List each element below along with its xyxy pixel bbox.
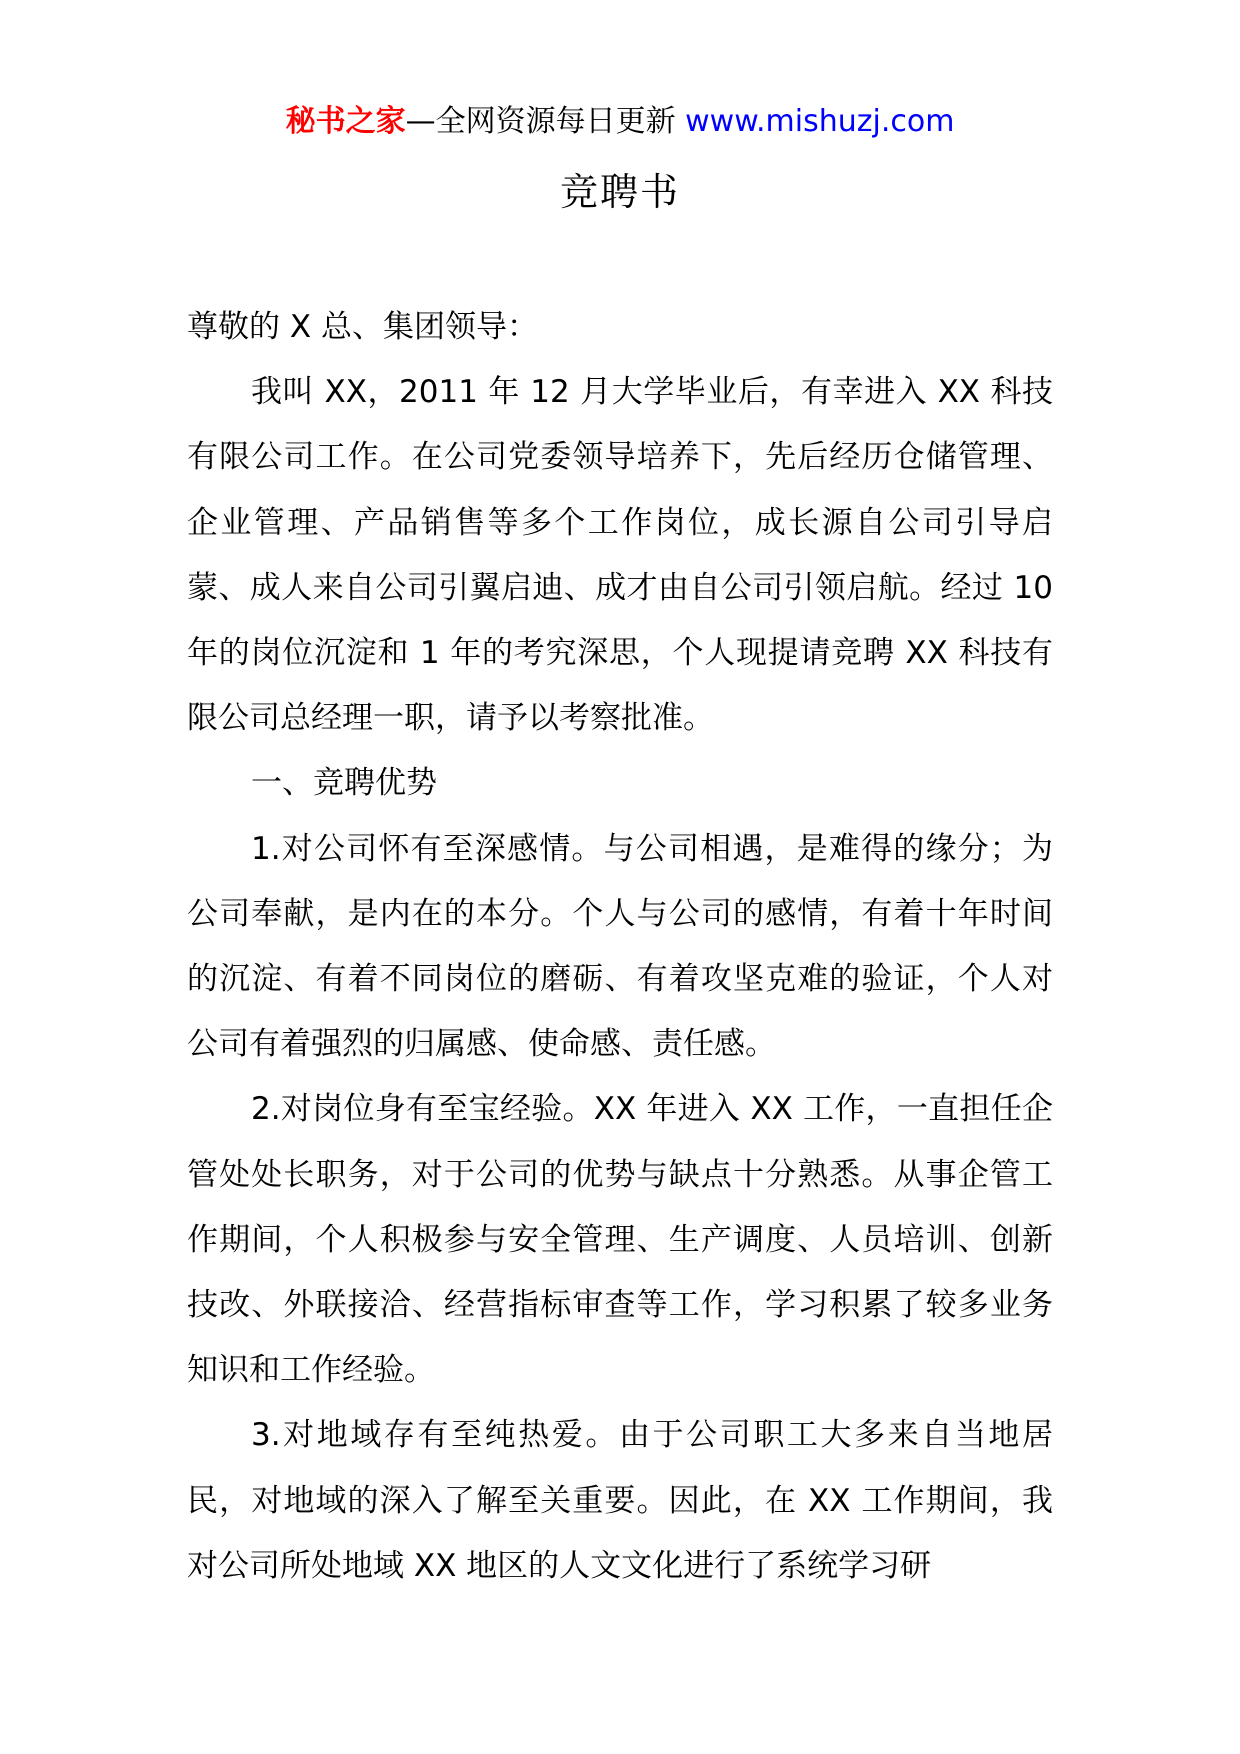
paragraph-point-1: 1.对公司怀有至深感情。与公司相遇，是难得的缘分；为公司奉献，是内在的本分。个人与公司的感情，有着十年时间的沉淀、有着不同岗位的磨砺、有着攻坚克难的验证，个人对公司有着强烈的归属感、使命感、责任感。 <box>187 830 1053 1063</box>
paragraph-intro: 我叫 XX，2011 年 12 月大学毕业后，有幸进入 XX 科技有限公司工作。在公司党委领导培养下，先后经历仓储管理、企业管理、产品销售等多个工作岗位，成长源自公司引导启蒙、成人来自公司引翼启迪、成才由自公司引领启航。经过 10 年的岗位沉淀和 1 年的考究深思，个人现提请竞聘 XX 科技有限公司总经理一职，请予以考察批准。 <box>187 374 1053 737</box>
site-url-link[interactable]: www.mishuzj.com <box>685 104 955 139</box>
brand-name: 秘书之家 <box>285 104 406 139</box>
section-heading: 一、竞聘优势 <box>251 765 437 802</box>
header-tagline: —全网资源每日更新 <box>405 104 676 139</box>
document-title: 竞聘书 <box>559 170 680 214</box>
paragraph-point-2: 2.对岗位身有至宝经验。XX 年进入 XX 工作，一直担任企管处处长职务，对于公司的优势与缺点十分熟悉。从事企管工作期间，个人积极参与安全管理、生产调度、人员培训、创新技改、外联接洽、经营指标审查等工作，学习积累了较多业务知识和工作经验。 <box>187 1091 1053 1389</box>
paragraph-point-3: 3.对地域存有至纯热爱。由于公司职工大多来自当地居民，对地域的深入了解至关重要。因此，在 XX 工作期间，我对公司所处地域 XX 地区的人文文化进行了系统学习研 <box>187 1417 1053 1584</box>
salutation: 尊敬的 X 总、集团领导： <box>187 309 538 345</box>
header-banner <box>0 102 1240 142</box>
document-body <box>187 295 1053 1599</box>
